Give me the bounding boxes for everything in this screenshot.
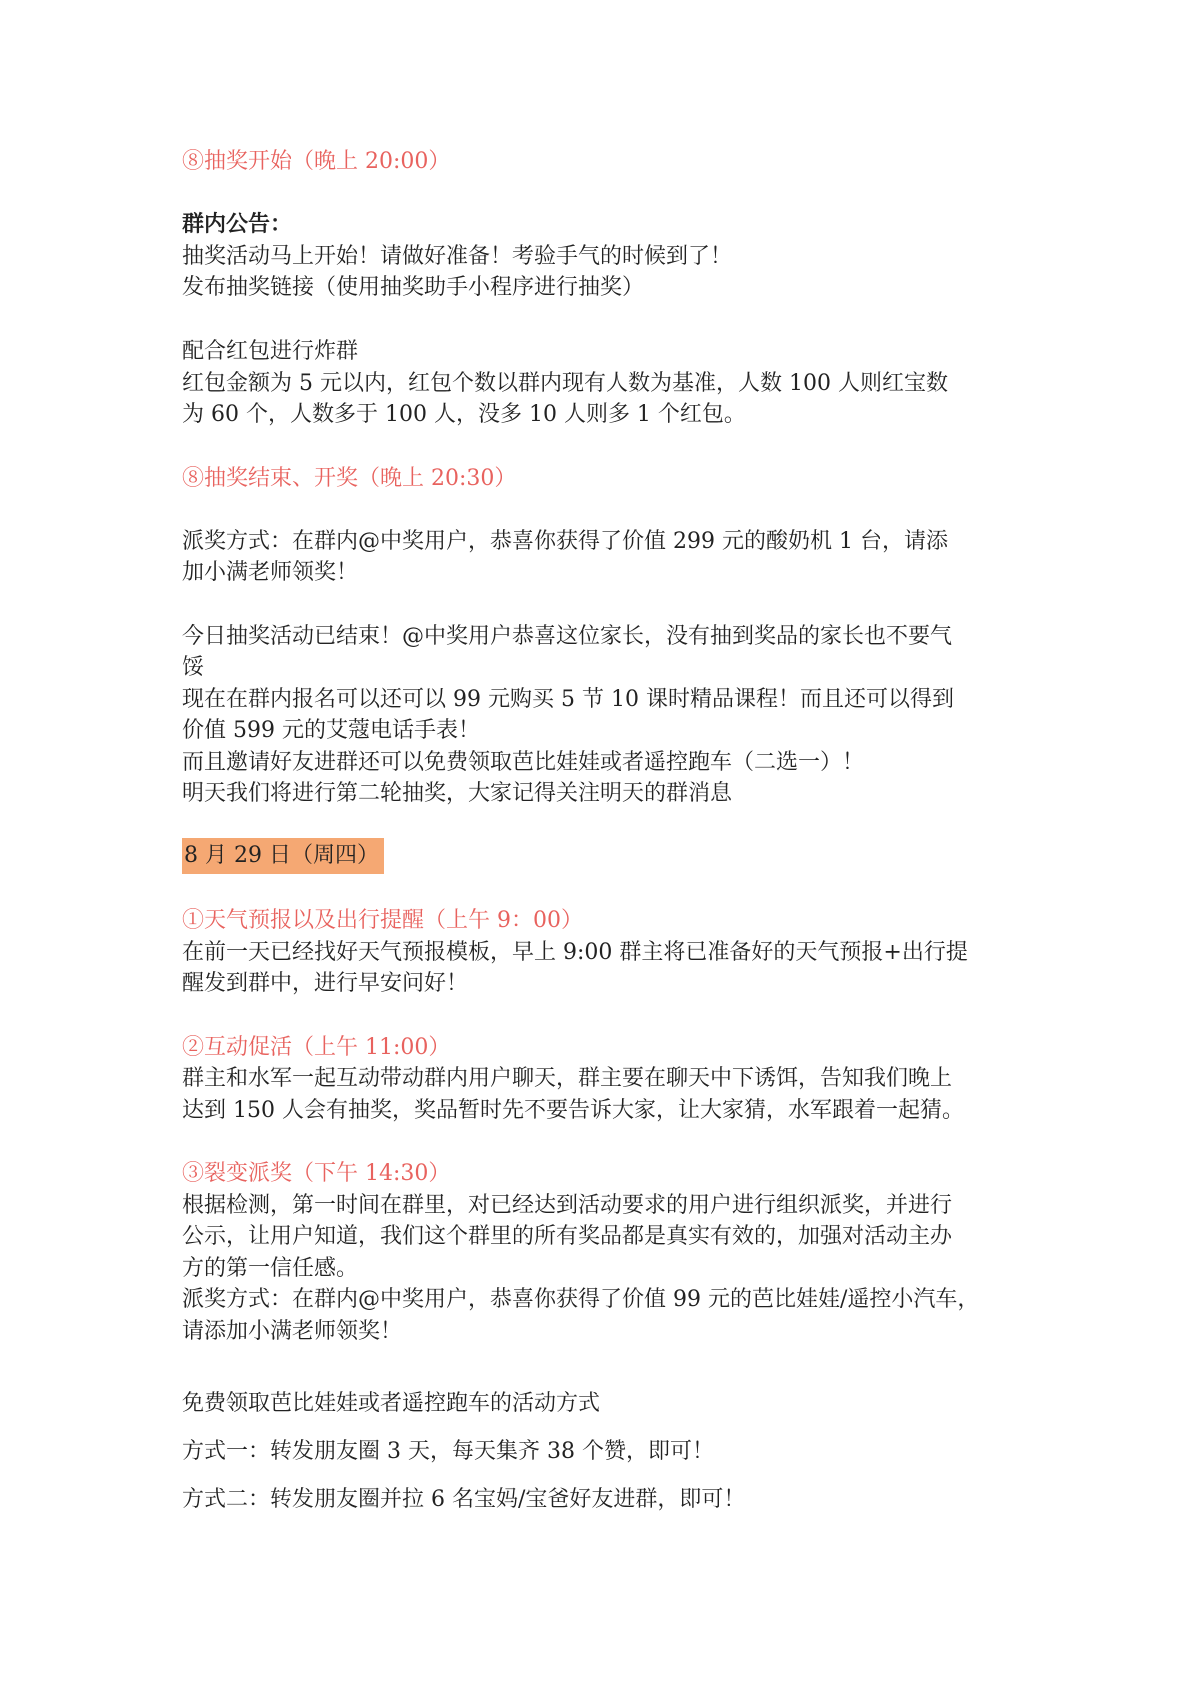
paragraph-line: 而且邀请好友进群还可以免费领取芭比娃娃或者遥控跑车（二选一）！	[182, 750, 865, 775]
paragraph-line: 根据检测，第一时间在群里，对已经达到活动要求的用户进行组织派奖，并进行	[182, 1193, 953, 1218]
paragraph-line: 现在在群内报名可以还可以 99 元购买 5 节 10 课时精品课程！而且还可以得到	[182, 687, 954, 712]
paragraph-line: 价值 599 元的艾蔻电话手表！	[182, 718, 480, 743]
section-heading-lottery-start: ⑧抽奖开始（晚上 20:00）	[182, 149, 451, 174]
section-heading-interaction: ②互动促活（上午 11:00）	[182, 1035, 451, 1060]
free-gift-title: 免费领取芭比娃娃或者遥控跑车的活动方式	[182, 1391, 601, 1416]
paragraph-line: 醒发到群中，进行早安问好！	[182, 971, 469, 996]
paragraph-line: 抽奖活动马上开始！请做好准备！考验手气的时候到了！	[182, 244, 733, 269]
section-heading-weather: ①天气预报以及出行提醒（上午 9：00）	[182, 908, 583, 933]
date-badge	[182, 838, 384, 874]
paragraph-line: 公示，让用户知道，我们这个群里的所有奖品都是真实有效的，加强对活动主办	[182, 1224, 953, 1249]
paragraph-line: 派奖方式：在群内@中奖用户，恭喜你获得了价值 299 元的酸奶机 1 台，请添	[182, 529, 948, 554]
section-heading-fission-prize: ③裂变派奖（下午 14:30）	[182, 1161, 451, 1186]
paragraph-line: 明天我们将进行第二轮抽奖，大家记得关注明天的群消息	[182, 781, 733, 806]
method-two: 方式二：转发朋友圈并拉 6 名宝妈/宝爸好友进群，即可！	[182, 1487, 746, 1512]
paragraph-line: 馁	[182, 655, 205, 680]
paragraph-line: 今日抽奖活动已结束！@中奖用户恭喜这位家长，没有抽到奖品的家长也不要气	[182, 624, 953, 649]
paragraph-line: 在前一天已经找好天气预报模板，早上 9:00 群主将已准备好的天气预报+出行提	[182, 940, 968, 965]
method-one: 方式一：转发朋友圈 3 天，每天集齐 38 个赞，即可！	[182, 1439, 714, 1464]
paragraph-line: 达到 150 人会有抽奖，奖品暂时先不要告诉大家，让大家猜，水军跟着一起猜。	[182, 1098, 964, 1123]
section-heading-lottery-end: ⑧抽奖结束、开奖（晚上 20:30）	[182, 466, 517, 491]
paragraph-line: 发布抽奖链接（使用抽奖助手小程序进行抽奖）	[182, 275, 645, 300]
paragraph-line: 请添加小满老师领奖！	[182, 1319, 403, 1344]
paragraph-line: 派奖方式：在群内@中奖用户，恭喜你获得了价值 99 元的芭比娃娃/遥控小汽车，	[182, 1287, 980, 1312]
date-badge-text: 8 月 29 日（周四）	[184, 843, 379, 868]
paragraph-line: 红包金额为 5 元以内，红包个数以群内现有人数为基准，人数 100 人则红宝数	[182, 371, 948, 396]
paragraph-line: 为 60 个，人数多于 100 人，没多 10 人则多 1 个红包。	[182, 402, 746, 427]
redpacket-title: 配合红包进行炸群	[182, 339, 359, 364]
paragraph-line: 群主和水军一起互动带动群内用户聊天，群主要在聊天中下诱饵，告知我们晚上	[182, 1066, 953, 1091]
paragraph-line: 加小满老师领奖！	[182, 560, 359, 585]
paragraph-line: 方的第一信任感。	[182, 1256, 359, 1281]
group-notice-label: 群内公告：	[182, 211, 293, 237]
